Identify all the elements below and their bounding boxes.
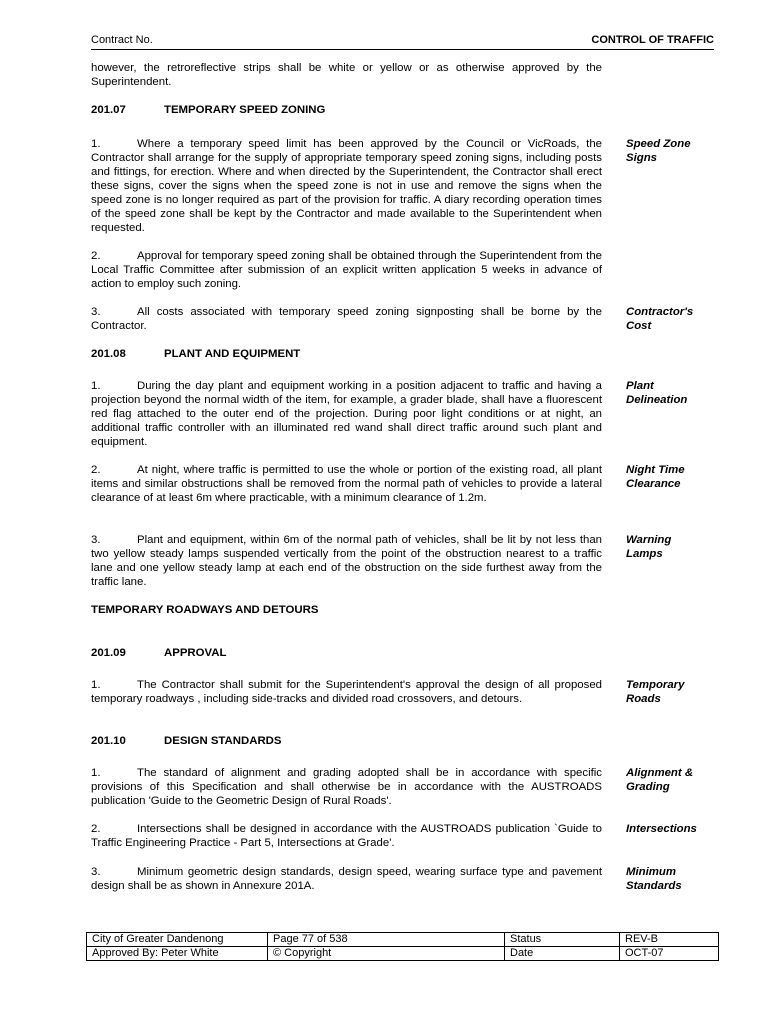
paragraph-201-10-1: 1. The standard of alignment and grading adopted shall be in accordance with specific provisions of this Specification and shall otherwise be in accordance with the AUSTROADS publication 'Guide to the Geometric Design of Rural Roads'. Alignment & Grading [91, 766, 716, 822]
paragraph-201-09-1: 1. The Contractor shall submit for the Superintendent's approval the design of all proposed temporary roadways , including side-tracks and divided road crossovers, and detours. Temporary Roads [91, 678, 716, 734]
margin-note-minimum-standards: Minimum Standards [626, 866, 682, 892]
margin-note-plant-delineation: Plant Delineation [626, 380, 688, 406]
footer-organisation: City of Greater Dandenong [87, 933, 268, 947]
margin-note-contractors-cost: Contractor's Cost [626, 306, 694, 332]
heading-201-10: 201.10 DESIGN STANDARDS [91, 735, 282, 747]
margin-note-alignment-grading: Alignment & Grading [626, 767, 694, 793]
footer-table [86, 932, 719, 961]
margin-note-temporary-roads: Temporary Roads [626, 679, 685, 705]
heading-201-07: 201.07 TEMPORARY SPEED ZONING [91, 104, 326, 116]
document-body [91, 61, 716, 895]
paragraph-201-07-3: 3. All costs associated with temporary speed zoning signposting shall be borne by the Contractor. Contractor's Cost [91, 305, 716, 347]
contract-number: Contract No. [91, 34, 153, 46]
footer-approved-by: Approved By: Peter White [87, 947, 268, 961]
footer-status-label: Status [505, 933, 620, 947]
paragraph-201-07-2: 2. Approval for temporary speed zoning shall be obtained through the Superintendent from the Local Traffic Committee after submission of an explicit written application 5 weeks in advance of action to employ such zoning. [91, 250, 602, 290]
paragraph-201-10-3: 3. Minimum geometric design standards, design speed, wearing surface type and pavement design shall be as shown in Annexure 201A. Minimum Standards [91, 865, 716, 895]
intro-paragraph: however, the retroreflective strips shall be white or yellow or as otherwise approved by the Superintendent. [91, 62, 602, 88]
paragraph-201-08-2: 2. At night, where traffic is permitted to use the whole or portion of the existing road, all plant items and similar obstructions shall be removed from the normal path of vehicles to provide a lateral clearance of at least 6m where practicable, with a minimum clearance of 1.2m. Night Time Clearance [91, 463, 716, 533]
page-header [91, 33, 714, 50]
paragraph-201-10-2: 2. Intersections shall be designed in accordance with the AUSTROADS publication `Guide to Traffic Engineering Practice - Part 5, Intersections at Grade'. Intersections [91, 822, 716, 865]
section-title: CONTROL OF TRAFFIC [591, 34, 714, 46]
footer-date-label: Date [505, 947, 620, 961]
paragraph-201-08-1: 1. During the day plant and equipment working in a position adjacent to traffic and having a projection beyond the normal width of the item, for example, a grader blade, shall have a fluorescent red flag attached to the outer end of the projection. During poor light conditions or at night, an additional traffic controller with an illuminated red wand shall direct traffic around such plant and equipment. Plant Delineation [91, 379, 716, 463]
paragraph-201-08-3: 3. Plant and equipment, within 6m of the normal path of vehicles, shall be lit by not less than two yellow steady lamps suspended vertically from the point of the obstruction nearest to a traffic lane and one yellow steady lamp at each end of the obstruction on the side furthest away from the traffic lane. Warning Lamps [91, 533, 716, 603]
margin-note-intersections: Intersections [626, 823, 697, 835]
footer-status-value: REV-B [620, 933, 719, 947]
margin-note-warning-lamps: Warning Lamps [626, 534, 672, 560]
margin-note-night-time-clearance: Night Time Clearance [626, 464, 685, 490]
footer-date-value: OCT-07 [620, 947, 719, 961]
margin-note-speed-zone-signs: Speed Zone Signs [626, 138, 691, 164]
paragraph-201-07-1: 1. Where a temporary speed limit has been approved by the Council or VicRoads, the Contractor shall arrange for the supply of appropriate temporary speed zoning signs, including posts and fittings, for erection. Where and when directed by the Superintendent, the Contractor shall erect these signs, cover the signs when the speed zone is not in use and remove the signs when the speed zone is no longer required as part of the provision for traffic. A diary recording operation times of the speed zone shall be kept by the Contractor and made available to the Superintendent when requested. Speed Zone Signs [91, 137, 716, 249]
footer-copyright: © Copyright [268, 947, 505, 961]
heading-temporary-roadways: TEMPORARY ROADWAYS AND DETOURS [91, 604, 319, 616]
footer-row [87, 933, 719, 947]
heading-201-08: 201.08 PLANT AND EQUIPMENT [91, 348, 301, 360]
footer-row [87, 947, 719, 961]
heading-201-09: 201.09 APPROVAL [91, 647, 227, 659]
footer-page-number: Page 77 of 538 [268, 933, 505, 947]
